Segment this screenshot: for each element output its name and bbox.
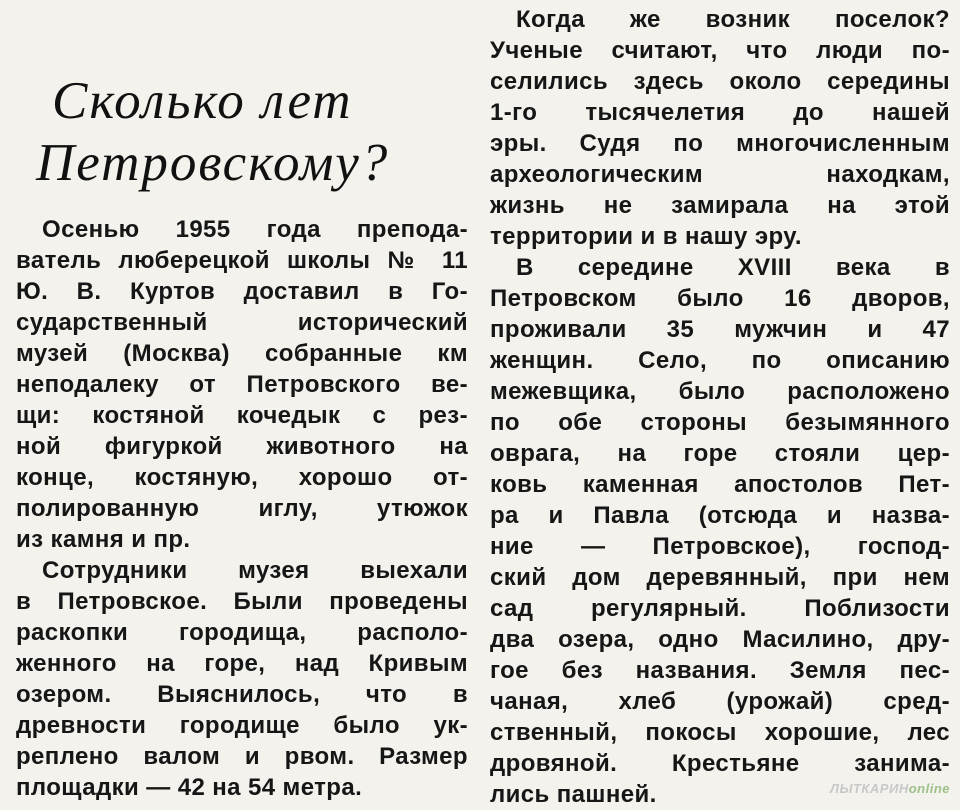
text-line: ватель люберецкой школы № 11 <box>16 247 468 274</box>
text-line: неподалеку от Петровского ве- <box>16 371 468 398</box>
text-line: ние — Петровское), господ- <box>490 533 950 560</box>
text-line: Ученые считают, что люди по- <box>490 37 950 64</box>
text-line: в Петровское. Были проведены <box>16 588 468 615</box>
text-line: 1-го тысячелетия до нашей <box>490 99 950 126</box>
text-line: археологическим находкам, <box>490 161 950 188</box>
text-line: гое без названия. Земля пес- <box>490 657 950 684</box>
text-line: лись пашней. <box>490 781 657 808</box>
title-line-1: Сколько лет <box>52 72 353 130</box>
text-line: щи: костяной кочедык с рез- <box>16 402 468 429</box>
text-line: по обе стороны безымянного <box>490 409 950 436</box>
text-line: озером. Выяснилось, что в <box>16 681 468 708</box>
text-line: селились здесь около середины <box>490 68 950 95</box>
text-line: площадки — 42 на 54 метра. <box>16 774 363 801</box>
title-line-2: Петровскому? <box>36 134 390 192</box>
text-line: раскопки городища, располо- <box>16 619 468 646</box>
text-line: музей (Москва) собранные км <box>16 340 468 367</box>
text-line: В середине XVIII века в <box>516 254 950 281</box>
text-line: территории и в нашу эру. <box>490 223 802 250</box>
right-column <box>490 4 950 810</box>
text-line: дровяной. Крестьяне занима- <box>490 750 950 777</box>
text-line: древности городище было ук- <box>16 712 468 739</box>
site-watermark <box>830 781 950 796</box>
text-line: сад регулярный. Поблизости <box>490 595 950 622</box>
text-line: Когда же возник поселок? <box>516 6 950 33</box>
text-line: Сотрудники музея выехали <box>42 557 468 584</box>
text-line: два озера, одно Масилино, дру- <box>490 626 950 653</box>
article-title <box>32 70 472 194</box>
text-line: Ю. В. Куртов доставил в Го- <box>16 278 468 305</box>
text-line: Осенью 1955 года препода- <box>42 216 468 243</box>
text-line: ра и Павла (отсюда и назва- <box>490 502 950 529</box>
text-line: из камня и пр. <box>16 526 191 553</box>
watermark-part-2: online <box>908 781 950 796</box>
text-line: жизнь не замирала на этой <box>490 192 950 219</box>
text-line: оврага, на горе стояли цер- <box>490 440 950 467</box>
text-line: ной фигуркой животного на <box>16 433 468 460</box>
text-line: реплено валом и рвом. Размер <box>16 743 468 770</box>
text-line: ский дом деревянный, при нем <box>490 564 950 591</box>
text-line: ковь каменная апостолов Пет- <box>490 471 950 498</box>
text-line: женного на горе, над Кривым <box>16 650 468 677</box>
left-column <box>16 214 468 803</box>
text-line: сударственный исторический <box>16 309 468 336</box>
text-line: проживали 35 мужчин и 47 <box>490 316 950 343</box>
text-line: межевщика, было расположено <box>490 378 950 405</box>
text-line: чаная, хлеб (урожай) сред- <box>490 688 950 715</box>
text-line: женщин. Село, по описанию <box>490 347 950 374</box>
text-line: полированную иглу, утюжок <box>16 495 468 522</box>
watermark-part-1: ЛЫТКАРИН <box>830 781 909 796</box>
text-line: Петровском было 16 дворов, <box>490 285 950 312</box>
text-line: ственный, покосы хорошие, лес <box>490 719 950 746</box>
text-line: конце, костяную, хорошо от- <box>16 464 468 491</box>
text-line: эры. Судя по многочисленным <box>490 130 950 157</box>
